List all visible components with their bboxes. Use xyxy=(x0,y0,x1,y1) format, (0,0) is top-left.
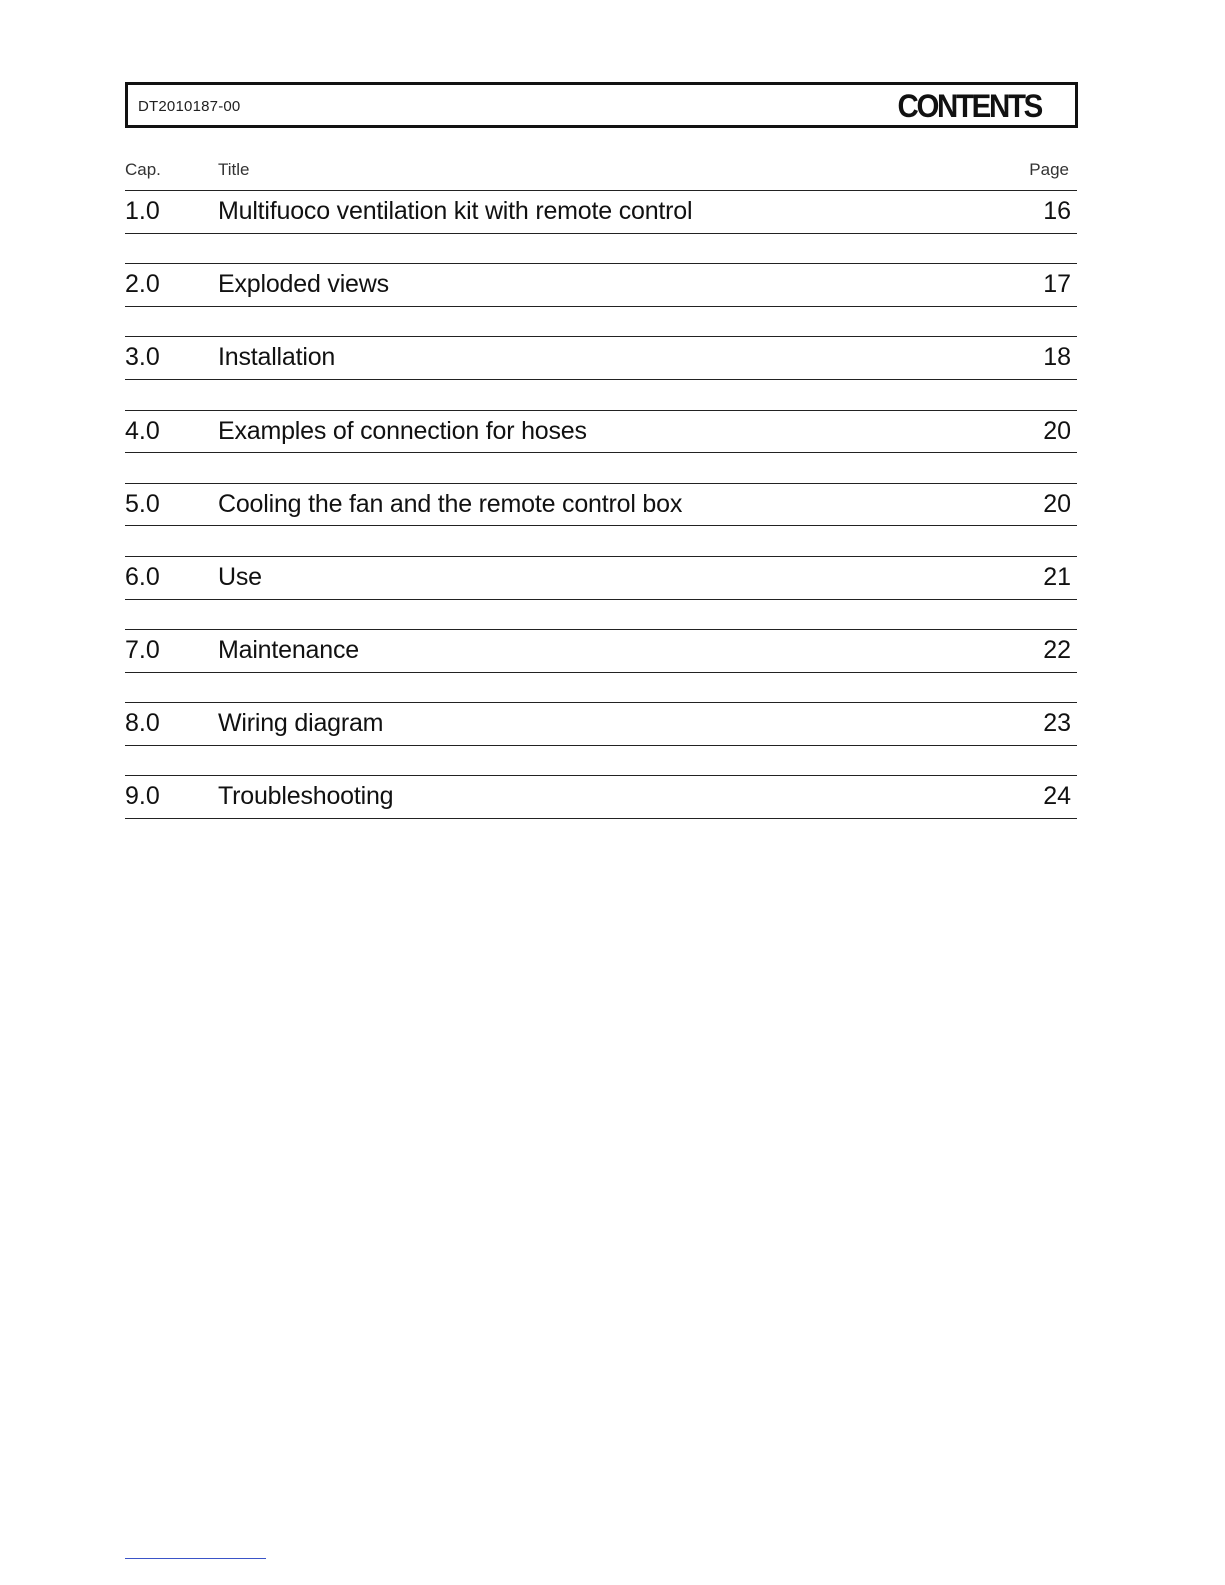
chapter-page: 16 xyxy=(1043,197,1071,225)
chapter-number: 4.0 xyxy=(125,417,160,445)
row-divider xyxy=(125,525,1077,526)
row-divider xyxy=(125,818,1077,819)
document-code: DT2010187-00 xyxy=(138,98,241,115)
toc-entry[interactable] xyxy=(125,411,1077,453)
toc-entry[interactable] xyxy=(125,630,1077,672)
toc-entry[interactable] xyxy=(125,484,1077,526)
chapter-page: 23 xyxy=(1043,709,1071,737)
toc-entry[interactable] xyxy=(125,191,1077,233)
row-divider xyxy=(125,452,1077,453)
page-title: CONTENTS xyxy=(897,88,1041,124)
chapter-title: Multifuoco ventilation kit with remote control xyxy=(218,197,693,225)
column-header-page: Page xyxy=(1029,160,1069,179)
chapter-page: 21 xyxy=(1043,563,1071,591)
chapter-title: Wiring diagram xyxy=(218,709,384,737)
row-divider xyxy=(125,745,1077,746)
chapter-number: 3.0 xyxy=(125,343,160,371)
row-divider xyxy=(125,233,1077,234)
chapter-title: Troubleshooting xyxy=(218,782,394,810)
chapter-page: 20 xyxy=(1043,417,1071,445)
chapter-page: 18 xyxy=(1043,343,1071,371)
chapter-title: Maintenance xyxy=(218,636,359,664)
toc-entry[interactable] xyxy=(125,703,1077,745)
toc-entry[interactable] xyxy=(125,264,1077,306)
chapter-number: 5.0 xyxy=(125,490,160,518)
chapter-title: Use xyxy=(218,563,262,591)
chapter-number: 9.0 xyxy=(125,782,160,810)
chapter-page: 24 xyxy=(1043,782,1071,810)
chapter-page: 17 xyxy=(1043,270,1071,298)
row-divider xyxy=(125,599,1077,600)
chapter-number: 8.0 xyxy=(125,709,160,737)
chapter-number: 7.0 xyxy=(125,636,160,664)
chapter-title: Installation xyxy=(218,343,336,371)
toc-entry[interactable] xyxy=(125,337,1077,379)
chapter-number: 2.0 xyxy=(125,270,160,298)
row-divider xyxy=(125,306,1077,307)
row-divider xyxy=(125,379,1077,380)
column-header-cap: Cap. xyxy=(125,160,161,179)
header-box xyxy=(125,82,1078,128)
chapter-title: Examples of connection for hoses xyxy=(218,417,587,445)
chapter-number: 1.0 xyxy=(125,197,160,225)
chapter-title: Exploded views xyxy=(218,270,389,298)
toc-entry[interactable] xyxy=(125,557,1077,599)
row-divider xyxy=(125,672,1077,673)
toc-entry[interactable] xyxy=(125,776,1077,818)
footer-underline xyxy=(125,1558,266,1559)
chapter-title: Cooling the fan and the remote control box xyxy=(218,490,683,518)
column-header-title: Title xyxy=(218,160,250,179)
chapter-page: 22 xyxy=(1043,636,1071,664)
chapter-number: 6.0 xyxy=(125,563,160,591)
chapter-page: 20 xyxy=(1043,490,1071,518)
